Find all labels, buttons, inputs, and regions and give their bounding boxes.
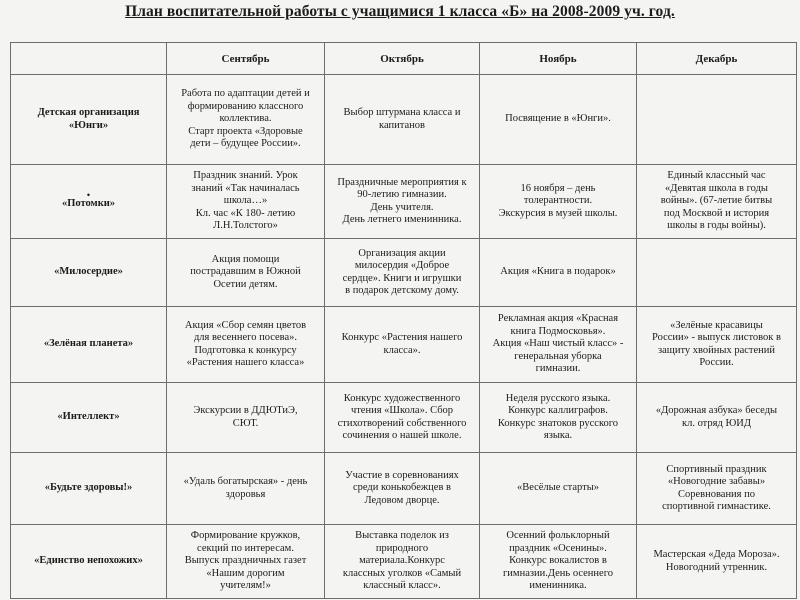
table-cell: Рекламная акция «Красная книга Подмосковья». Акция «Наш чистый класс» - генеральная уборка гимназии.	[480, 307, 637, 383]
row-label: Детская организация «Юнги»	[11, 75, 167, 165]
table-row	[11, 239, 797, 307]
table-cell: Выбор штурмана класса и капитанов	[325, 75, 480, 165]
table-cell: Конкурс «Растения нашего класса».	[325, 307, 480, 383]
table-cell: Формирование кружков, секций по интересам. Выпуск праздничных газет «Нашим дорогим учителям!»	[167, 525, 325, 599]
table-row	[11, 525, 797, 599]
row-label: «Будьте здоровы!»	[11, 453, 167, 525]
row-label: «Потомки»	[61, 198, 116, 210]
table-cell: Организация акции милосердия «Доброе сердце». Книги и игрушки в подарок детскому дому.	[325, 239, 480, 307]
corner-cell	[11, 43, 167, 75]
table-cell: Праздник знаний. Урок знаний «Так начиналась школа…» Кл. час «К 180- летию Л.Н.Толстого»	[167, 165, 325, 239]
table-cell: Мастерская «Деда Мороза». Новогодний утренник.	[637, 525, 797, 599]
table-cell: 16 ноября – день толерантности. Экскурсия в музей школы.	[480, 165, 637, 239]
table-row	[11, 383, 797, 453]
table-cell: Работа по адаптации детей и формированию классного коллектива. Старт проекта «Здоровые дети – будущее России».	[167, 75, 325, 165]
table-cell: Выставка поделок из природного материала.Конкурс классных уголков «Самый классный класс».	[325, 525, 480, 599]
row-label: «Зелёная планета»	[11, 307, 167, 383]
table-cell: Единый классный час «Девятая школа в годы войны». (67-летие битвы под Москвой и история школы в годы войны).	[637, 165, 797, 239]
row-label: «Интеллект»	[11, 383, 167, 453]
table-cell: Посвящение в «Юнги».	[480, 75, 637, 165]
month-header: Декабрь	[637, 43, 797, 75]
table-cell: Спортивный праздник «Новогодние забавы» Соревнования по спортивной гимнастике.	[637, 453, 797, 525]
table-cell	[637, 239, 797, 307]
month-header: Ноябрь	[480, 43, 637, 75]
table-cell	[637, 75, 797, 165]
table-cell: «Зелёные красавицы России» - выпуск листовок в защиту хвойных растений России.	[637, 307, 797, 383]
table-cell: Неделя русского языка. Конкурс каллиграфов. Конкурс знатоков русского языка.	[480, 383, 637, 453]
table-cell: Акция «Сбор семян цветов для весеннего посева». Подготовка к конкурсу «Растения нашего класса»	[167, 307, 325, 383]
plan-table	[10, 42, 797, 599]
table-cell: Экскурсии в ДДЮТиЭ, СЮТ.	[167, 383, 325, 453]
month-header: Октябрь	[325, 43, 480, 75]
table-cell: Акция помощи пострадавшим в Южной Осетии детям.	[167, 239, 325, 307]
row-label: «Единство непохожих»	[11, 525, 167, 599]
table-row	[11, 165, 797, 239]
page-title: План воспитательной работы с учащимися 1 класса «Б» на 2008-2009 уч. год.	[125, 3, 675, 20]
table-cell: «Весёлые старты»	[480, 453, 637, 525]
table-row	[11, 307, 797, 383]
table-cell: Акция «Книга в подарок»	[480, 239, 637, 307]
table-row	[11, 75, 797, 165]
month-header: Сентябрь	[167, 43, 325, 75]
table-cell: «Дорожная азбука» беседы кл. отряд ЮИД	[637, 383, 797, 453]
table-cell: Участие в соревнованиях среди конькобежцев в Ледовом дворце.	[325, 453, 480, 525]
table-cell: Конкурс художественного чтения «Школа». Сбор стихотворений собственного сочинения о нашей школе.	[325, 383, 480, 453]
table-row	[11, 453, 797, 525]
row-label: «Милосердие»	[11, 239, 167, 307]
table-cell: «Удаль богатырская» - день здоровья	[167, 453, 325, 525]
table-cell: Праздничные мероприятия к 90-летию гимназии. День учителя. День летнего именинника.	[325, 165, 480, 239]
header-row	[11, 43, 797, 75]
row-label-cell	[11, 165, 167, 239]
table-cell: Осенний фольклорный праздник «Осенины». Конкурс вокалистов в гимназии.День осеннего именинника.	[480, 525, 637, 599]
mark-dot: •	[86, 190, 91, 201]
